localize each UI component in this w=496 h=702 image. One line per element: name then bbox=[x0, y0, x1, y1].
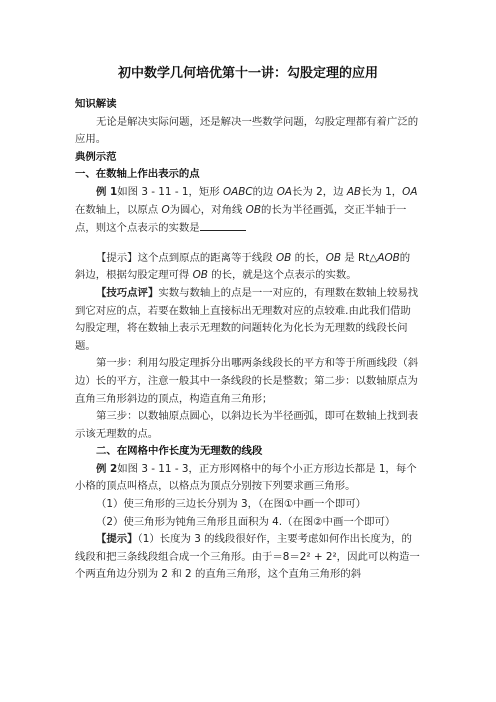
hint2-label: 【提示】 bbox=[96, 533, 138, 546]
knowledge-heading: 知识解读 bbox=[75, 98, 117, 110]
section2-heading: 二、在网格中作长度为无理数的线段 bbox=[96, 445, 263, 458]
spacer bbox=[75, 238, 420, 250]
example2-item-1: （1）使三角形的三边长分别为 3，（在图①中画一个即可） bbox=[96, 498, 367, 511]
steps-1-2-paragraph: 第一步：利用勾股定理拆分出哪两条线段长的平方和等于所画线段（斜边）长的平方，注意一般其中一条线段的长是整数；第二步：以数轴原点为直角三角形斜边的顶点，构造直角三角形； bbox=[75, 357, 419, 405]
hint2-paragraph: 【提示】（1）长度为 3 的线段很好作，主要考虑如何作出长度为，的线段和把三条线段组合成一个三角形。由于＝8＝2² + 2²，因此可以构造一个两直角边分别为 2 和 2 的直角三角形，这个直角三角形的斜 bbox=[75, 533, 420, 581]
step-3-paragraph: 第三步：以数轴原点圆心，以斜边长为半径画弧，即可在数轴上找到表示该无理数的点。 bbox=[75, 410, 419, 440]
example1-label: 例 1 bbox=[96, 185, 118, 198]
tips-paragraph: 【技巧点评】实数与数轴上的点是一一对应的，有理数在数轴上较易找到它对应的点，若要在数轴上直接标出无理数对应的点较难.由此我们借助勾股定理，将在数轴上表示无理数的问题转化为化长为无理数的线段长问题。 bbox=[75, 286, 419, 352]
example2-paragraph: 例 2如图 3 - 11 - 3，正方形网格中的每个小正方形边长都是 1，每个小格的顶点叫格点，以格点为顶点分别按下列要求画三角形。 bbox=[75, 462, 417, 493]
hint1-label: 【提示】 bbox=[96, 251, 138, 264]
example1-paragraph: 例 1如图 3 - 11 - 1，矩形 OABC的边 OA长为 2，边 AB长为 1，OA在数轴上，以原点 O为圆心，对角线 OB的长为半径画弧，交正半轴于一点，则这个点表示的实数是 bbox=[75, 185, 418, 235]
example2-label: 例 2 bbox=[96, 462, 118, 475]
examples-heading: 典例示范 bbox=[75, 150, 117, 163]
knowledge-paragraph: 无论是解决实际问题，还是解决一些数学问题，勾股定理都有着广泛的应用。 bbox=[75, 115, 419, 146]
tips-label: 【技巧点评】 bbox=[96, 286, 159, 299]
answer-blank bbox=[200, 219, 246, 231]
page-title: 初中数学几何培优第十一讲：勾股定理的应用 bbox=[117, 66, 378, 81]
document-body bbox=[75, 96, 420, 584]
example2-item-2: （2）使三角形为钝角三角形且面积为 4.（在图②中画一个即可） bbox=[96, 515, 396, 528]
hint1-paragraph: 【提示】这个点到原点的距离等于线段 OB 的长，OB 是 Rt△AOB的斜边，根据勾股定理可得 OB 的长，就是这个点表示的实数。 bbox=[75, 251, 411, 282]
section1-heading: 一、在数轴上作出表示的点 bbox=[75, 168, 200, 181]
